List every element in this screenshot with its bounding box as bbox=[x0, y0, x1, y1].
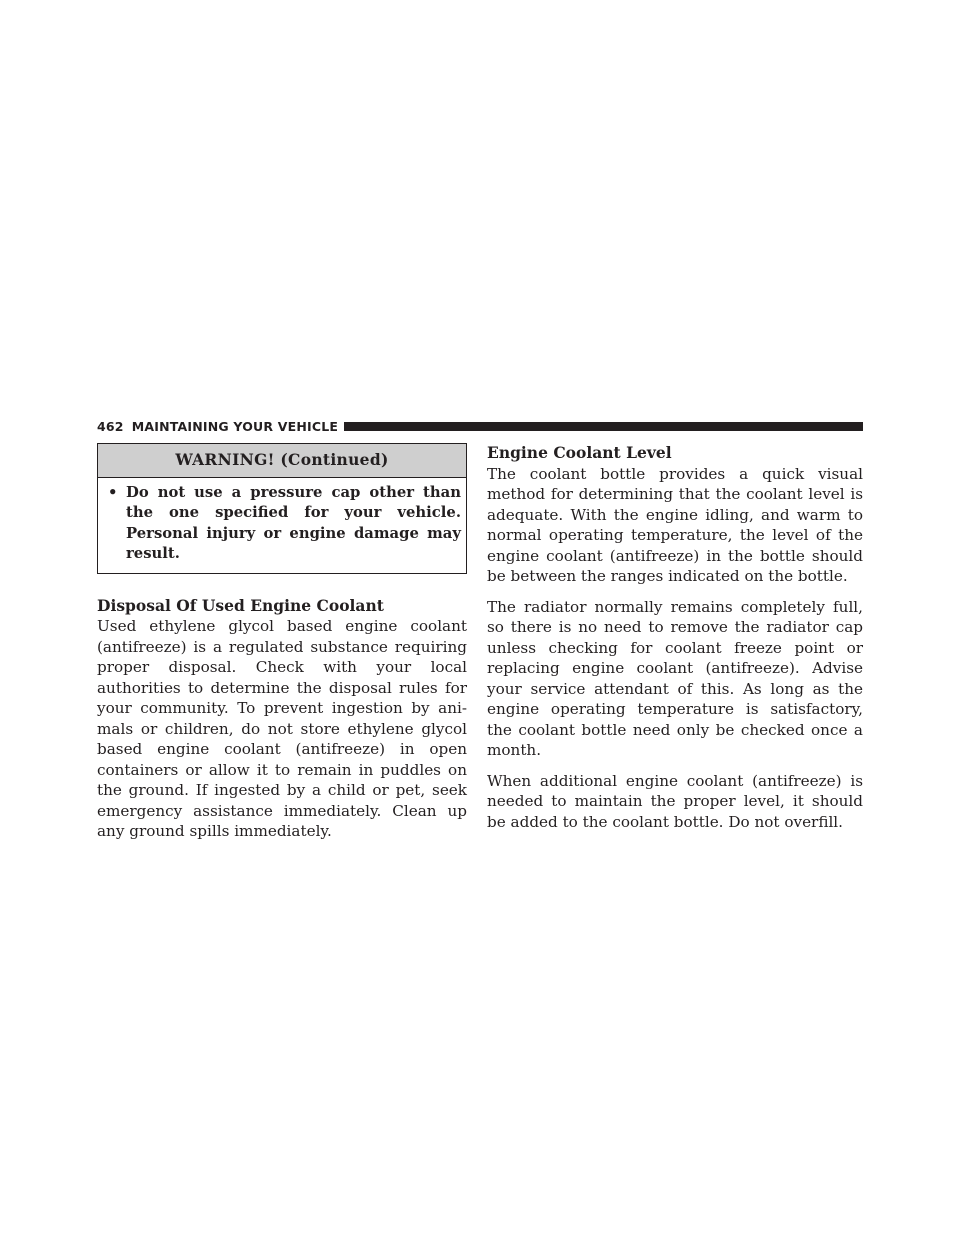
left-column bbox=[97, 443, 467, 842]
coolant-level-heading: Engine Coolant Level bbox=[487, 443, 672, 462]
warning-item bbox=[106, 483, 461, 565]
disposal-heading: Disposal Of Used Engine Coolant bbox=[97, 595, 384, 615]
page-number: 462 bbox=[97, 418, 124, 434]
right-column bbox=[487, 443, 863, 832]
warning-item-text: Do not use a pressure cap other than the one specified for your vehicle. Personal injury or engine damage may result. bbox=[126, 483, 461, 562]
page-header bbox=[97, 417, 863, 435]
warning-title: WARNING! (Continued) bbox=[98, 444, 466, 478]
warning-box bbox=[97, 443, 467, 574]
coolant-level-paragraph-2: The radiator normally remains completely full, so there is no need to remove the radiator cap unless checking for coolant freeze point or replacing engine coolant (antifreeze). Advise your service attendant of this. As long as the engine operating temperature is satisfactory, the coolant bottle need only be checked once a month. bbox=[487, 597, 863, 759]
coolant-level-paragraph-1: The coolant bottle provides a quick visual method for determining that the coolant level is adequate. With the engine idling, and warm to normal operating temperature, the level of the engine coolant (antifreeze) in the bottle should be between the ranges indicated on the bottle. bbox=[487, 464, 863, 585]
bullet-icon: • bbox=[108, 483, 118, 501]
coolant-level-paragraph-3: When additional engine coolant (antifreeze) is needed to maintain the proper level, it should be added to the coolant bottle. Do not overfill. bbox=[487, 771, 863, 831]
header-rule bbox=[344, 422, 863, 431]
section-title: MAINTAINING YOUR VEHICLE bbox=[131, 418, 339, 434]
disposal-paragraph: Used ethylene glycol based engine coolant (antifreeze) is a regulated substance requiring proper disposal. Check with your local authorities to determine the disposal rules for your community. To prevent ingestion by animals or children, do not store ethylene glycol based engine coolant (antifreeze) in open containers or allow it to remain in puddles on the ground. If ingested by a child or pet, seek emergency assistance immediately. Clean up any ground spills immediately. bbox=[97, 617, 467, 840]
warning-body bbox=[98, 478, 466, 573]
